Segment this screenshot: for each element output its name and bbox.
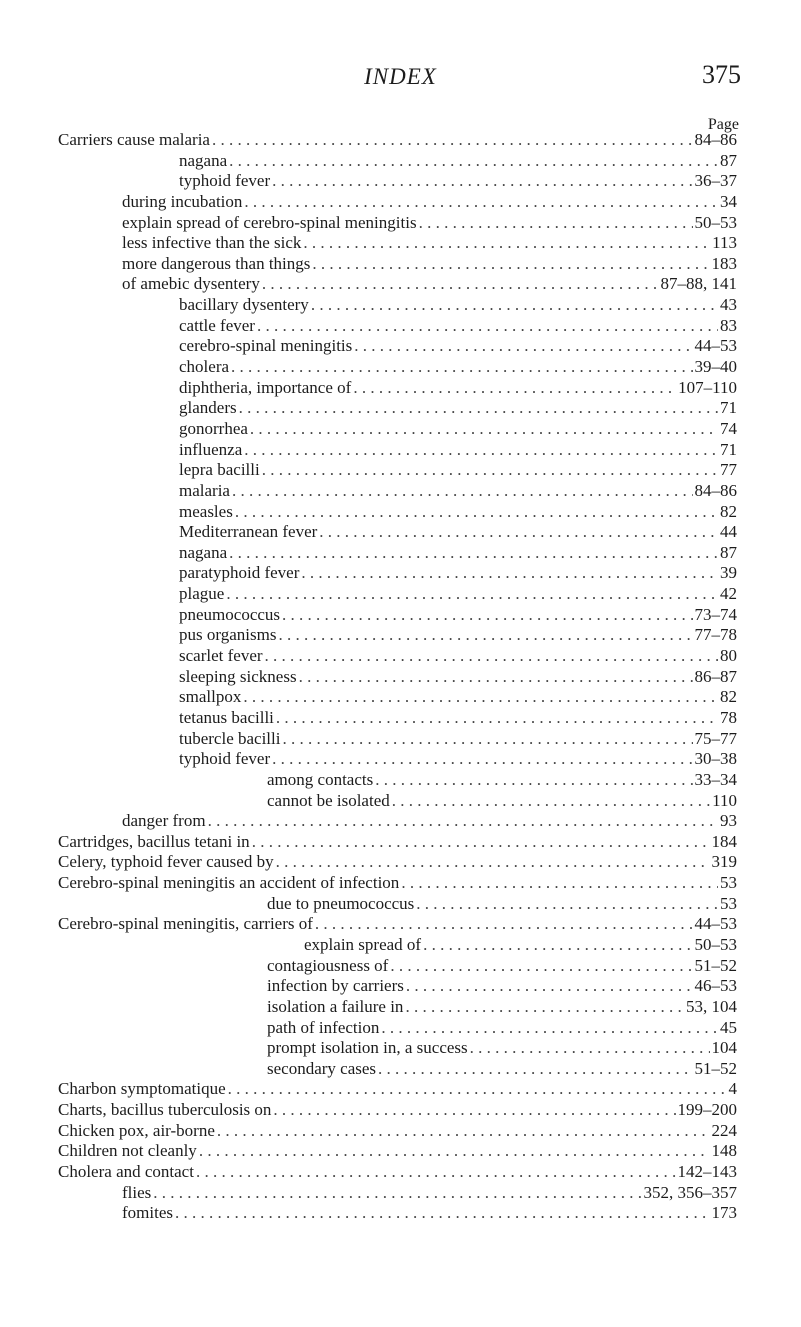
index-entry [0,502,801,523]
index-entry [0,832,801,853]
index-entry [0,130,801,151]
index-entry [0,274,801,295]
index-entry [0,481,801,502]
index-term: of amebic dysentery [122,274,260,294]
index-term: nagana [179,542,228,562]
index-page-ref: 39 [720,563,737,583]
index-page-ref: 87 [720,150,737,170]
index-term: contagiousness of [267,955,389,975]
index-term: less infective than the sick [122,233,302,253]
index-term: cattle fever [179,315,255,335]
dot-leader [381,1018,718,1039]
index-term: Chicken pox, air-borne [58,1120,215,1140]
dot-leader [470,1038,710,1059]
dot-leader [392,791,710,812]
index-term: diphtheria, importance of [179,377,352,397]
index-page-ref: 74 [720,418,737,438]
index-entry [0,729,801,750]
index-term: Cerebro-spinal meningitis, carriers of [58,914,313,934]
index-page-ref: 51–52 [694,955,737,975]
index-term: due to pneumococcus [267,893,415,913]
index-page-ref: 224 [711,1120,737,1140]
index-page-ref: 44 [720,522,737,542]
dot-leader [199,1141,710,1162]
dot-leader [250,419,718,440]
index-term: among contacts [267,769,374,789]
index-page-ref: 142–143 [677,1162,737,1182]
dot-leader [228,1079,727,1100]
index-page-ref: 46–53 [694,976,737,996]
index-entry [0,997,801,1018]
index-entry [0,667,801,688]
dot-leader [243,687,718,708]
index-entry [0,336,801,357]
index-term: Cerebro-spinal meningitis an accident of infection [58,873,400,893]
index-entry [0,378,801,399]
index-term: bacillary dysentery [179,295,309,315]
index-term: path of infection [267,1017,380,1037]
dot-leader [353,378,676,399]
index-entry [0,522,801,543]
index-page-ref: 183 [711,253,737,273]
index-entry [0,1141,801,1162]
index-page-ref: 44–53 [694,336,737,356]
index-term: Cartridges, bacillus tetani in [58,831,250,851]
index-entry [0,852,801,873]
index-entry [0,254,801,275]
dot-leader [244,192,718,213]
index-term: more dangerous than things [122,253,311,273]
index-page-ref: 71 [720,398,737,418]
index-term: paratyphoid fever [179,563,300,583]
dot-leader [276,708,718,729]
dot-leader [319,522,718,543]
index-page-ref: 199–200 [677,1100,737,1120]
index-term: infection by carriers [267,976,404,996]
page-column-heading: Page [707,116,739,133]
index-page-ref: 83 [720,315,737,335]
dot-leader [226,584,718,605]
index-term: prompt isolation in, a success [267,1038,468,1058]
index-page-ref: 44–53 [694,914,737,934]
index-entry [0,419,801,440]
index-page-ref: 173 [711,1203,737,1223]
index-term: pus organisms [179,625,277,645]
index-entry [0,357,801,378]
dot-leader [375,770,692,791]
index-entry [0,1121,801,1142]
index-term: during incubation [122,191,243,211]
index-entry [0,440,801,461]
index-term: gonorrhea [179,418,248,438]
index-page-ref: 82 [720,501,737,521]
index-term: sleeping sickness [179,666,297,686]
index-term: tetanus bacilli [179,707,274,727]
index-term: fomites [122,1203,173,1223]
index-entry [0,1162,801,1183]
index-page-ref: 36–37 [694,171,737,191]
dot-leader [229,543,718,564]
dot-leader [378,1059,692,1080]
index-term: Charbon symptomatique [58,1079,226,1099]
index-page-ref: 77 [720,460,737,480]
index-entry [0,1100,801,1121]
dot-leader [208,811,718,832]
dot-leader [354,336,692,357]
dot-leader [153,1183,641,1204]
index-entry [0,584,801,605]
index-entry [0,976,801,997]
index-term: explain spread of cerebro-spinal meningitis [122,212,417,232]
index-term: nagana [179,150,228,170]
index-page-ref: 50–53 [694,212,737,232]
index-entry [0,935,801,956]
dot-leader [303,233,710,254]
index-entry [0,687,801,708]
index-term: flies [122,1182,152,1202]
index-page-ref: 42 [720,584,737,604]
dot-leader [232,481,693,502]
dot-leader [262,274,659,295]
dot-leader [231,357,692,378]
index-term: lepra bacilli [179,460,260,480]
index-entry [0,192,801,213]
dot-leader [419,213,693,234]
index-entry [0,914,801,935]
dot-leader [301,563,718,584]
index-entry [0,213,801,234]
dot-leader [244,440,718,461]
dot-leader [282,729,692,750]
index-page-ref: 77–78 [694,625,737,645]
index-page-ref: 78 [720,707,737,727]
index-term: glanders [179,398,237,418]
dot-leader [272,749,692,770]
index-term: typhoid fever [179,171,271,191]
dot-leader [390,956,692,977]
dot-leader [423,935,692,956]
index-term: isolation a failure in [267,996,404,1016]
dot-leader [252,832,710,853]
index-entry [0,646,801,667]
index-term: influenza [179,439,243,459]
index-term: Celery, typhoid fever caused by [58,852,274,872]
page-number: 375 [702,60,741,89]
index-page-ref: 71 [720,439,737,459]
index-entry [0,1183,801,1204]
index-entry [0,1018,801,1039]
running-head: INDEX [364,64,437,89]
index-entry [0,543,801,564]
index-page-ref: 53 [720,893,737,913]
dot-leader [406,976,693,997]
dot-leader [278,625,692,646]
index-term: cerebro-spinal meningitis [179,336,353,356]
index-page-ref: 53, 104 [686,996,737,1016]
index-entry [0,811,801,832]
index-term: tubercle bacilli [179,728,281,748]
dot-leader [311,295,718,316]
dot-leader [212,130,693,151]
index-entry [0,873,801,894]
index-entry [0,749,801,770]
index-entry [0,171,801,192]
index-page-ref: 113 [712,233,737,253]
index-page-ref: 39–40 [694,357,737,377]
index-term: plague [179,584,225,604]
dot-leader [416,894,718,915]
index-term: cholera [179,357,230,377]
index-page-ref: 50–53 [694,934,737,954]
index-page-ref: 87 [720,542,737,562]
dot-leader [265,646,718,667]
index-term: Carriers cause malaria [58,130,210,149]
index-entry [0,233,801,254]
index-page-ref: 75–77 [694,728,737,748]
dot-leader [229,151,718,172]
dot-leader [196,1162,676,1183]
index-term: typhoid fever [179,749,271,769]
index-entries [0,130,801,1224]
index-entry [0,708,801,729]
index-entry [0,791,801,812]
dot-leader [282,605,692,626]
index-page-ref: 110 [712,790,737,810]
index-page-ref: 34 [720,191,737,211]
index-term: scarlet fever [179,646,263,666]
dot-leader [217,1121,710,1142]
index-entry [0,460,801,481]
index-page-ref: 352, 356–357 [643,1182,737,1202]
dot-leader [299,667,693,688]
index-term: explain spread of [304,934,422,954]
index-term: cannot be isolated [267,790,390,810]
index-term: smallpox [179,687,242,707]
dot-leader [315,914,693,935]
index-page-ref: 51–52 [694,1058,737,1078]
index-page-ref: 148 [711,1141,737,1161]
index-page-ref: 87–88, 141 [660,274,737,294]
index-page-ref: 84–86 [694,130,737,149]
index-entry [0,295,801,316]
index-page-ref: 73–74 [694,604,737,624]
index-entry [0,1079,801,1100]
page-header [0,60,801,94]
index-page-ref: 30–38 [694,749,737,769]
index-entry [0,563,801,584]
index-entry [0,956,801,977]
index-term: danger from [122,811,206,831]
index-page-ref: 319 [711,852,737,872]
index-entry [0,151,801,172]
dot-leader [312,254,709,275]
dot-leader [257,316,718,337]
index-entry [0,894,801,915]
index-page-ref: 84–86 [694,480,737,500]
index-term: Mediterranean fever [179,522,318,542]
index-page-ref: 80 [720,646,737,666]
dot-leader [272,171,692,192]
index-entry [0,1038,801,1059]
index-term: Cholera and contact [58,1162,194,1182]
index-term: malaria [179,480,230,500]
index-page-ref: 107–110 [678,377,737,397]
index-term: secondary cases [267,1058,377,1078]
index-term: Children not cleanly [58,1141,197,1161]
index-page-ref: 184 [711,831,737,851]
index-page-ref: 82 [720,687,737,707]
index-page-ref: 86–87 [694,666,737,686]
index-page-ref: 93 [720,811,737,831]
index-entry [0,1059,801,1080]
dot-leader [262,460,718,481]
dot-leader [276,852,710,873]
index-entry [0,316,801,337]
index-page-ref: 43 [720,295,737,315]
dot-leader [235,502,718,523]
index-page-ref: 33–34 [694,769,737,789]
index-entry [0,1203,801,1224]
index-page-ref: 53 [720,873,737,893]
dot-leader [405,997,684,1018]
dot-leader [239,398,718,419]
index-entry [0,398,801,419]
dot-leader [401,873,718,894]
dot-leader [175,1203,710,1224]
index-page-ref: 45 [720,1017,737,1037]
index-page-ref: 104 [711,1038,737,1058]
index-entry [0,625,801,646]
index-term: measles [179,501,233,521]
dot-leader [273,1100,675,1121]
index-term: Charts, bacillus tuberculosis on [58,1100,272,1120]
index-page-ref: 4 [728,1079,737,1099]
index-entry [0,770,801,791]
index-term: pneumococcus [179,604,281,624]
index-entry [0,605,801,626]
